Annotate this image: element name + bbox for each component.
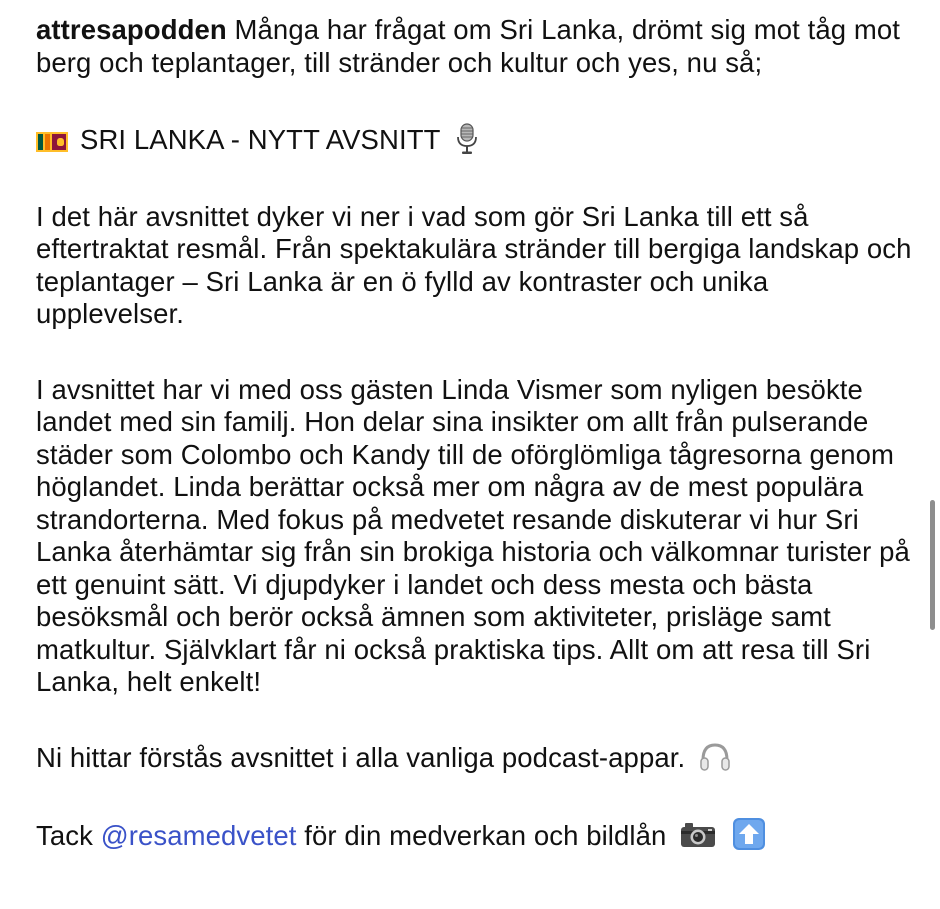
post-caption — [36, 14, 916, 853]
camera-icon — [680, 821, 716, 849]
scrollbar[interactable] — [930, 500, 935, 630]
intro-text: Många har frågat om Sri Lanka, drömt sig mot tåg mot berg och teplantager, till stränder och kultur och yes, nu så; — [36, 14, 901, 78]
microphone-icon — [454, 123, 480, 155]
thanks-line — [36, 817, 916, 853]
headphones-icon — [699, 742, 731, 772]
thanks-suffix: för din medverkan och bildlån — [304, 820, 667, 851]
spacer — [36, 79, 916, 123]
sri-lanka-flag-icon — [36, 132, 68, 152]
thanks-prefix: Tack — [36, 820, 93, 851]
username-link[interactable]: attresapodden — [36, 14, 227, 45]
spacer — [36, 157, 916, 201]
mention-link[interactable]: @resamedvetet — [100, 820, 297, 851]
paragraph-1: I det här avsnittet dyker vi ner i vad som gör Sri Lanka till ett så eftertraktat resmål. Från spektakulära stränder till bergiga landskap och teplantager – Sri Lanka är en ö fylld av kontraster och unika upplevelser. — [36, 200, 912, 329]
paragraph-3-text: Ni hittar förstås avsnittet i alla vanliga podcast-appar. — [36, 741, 686, 773]
heading-text: SRI LANKA - NYTT AVSNITT — [80, 124, 440, 155]
spacer — [36, 699, 916, 742]
paragraph-2: I avsnittet har vi med oss gästen Linda Vismer som nyligen besökte landet med sin familj. Hon delar sina insikter om allt från pulserande städer som Colombo och Kandy till de oförglömliga tågresorna genom höglandet. Linda berättar också mer om några av de mest populära strandorterna. Med fokus på medvetet resande diskuterar vi hur Sri Lanka återhämtar sig från sin brokiga historia och välkomnar turister på ett genuint sätt. Vi djupdyker i landet och dess mesta och bästa besöksmål och berör också ämnen som aktiviteter, prisläge samt matkultur. Självklart får ni också praktiska tips. Allt om att resa till Sri Lanka, helt enkelt! — [36, 373, 910, 697]
spacer — [36, 774, 916, 817]
paragraph-3 — [36, 742, 916, 775]
caption-intro — [36, 14, 916, 79]
episode-heading — [36, 123, 916, 157]
up-arrow-icon — [732, 817, 766, 851]
spacer — [36, 331, 916, 374]
